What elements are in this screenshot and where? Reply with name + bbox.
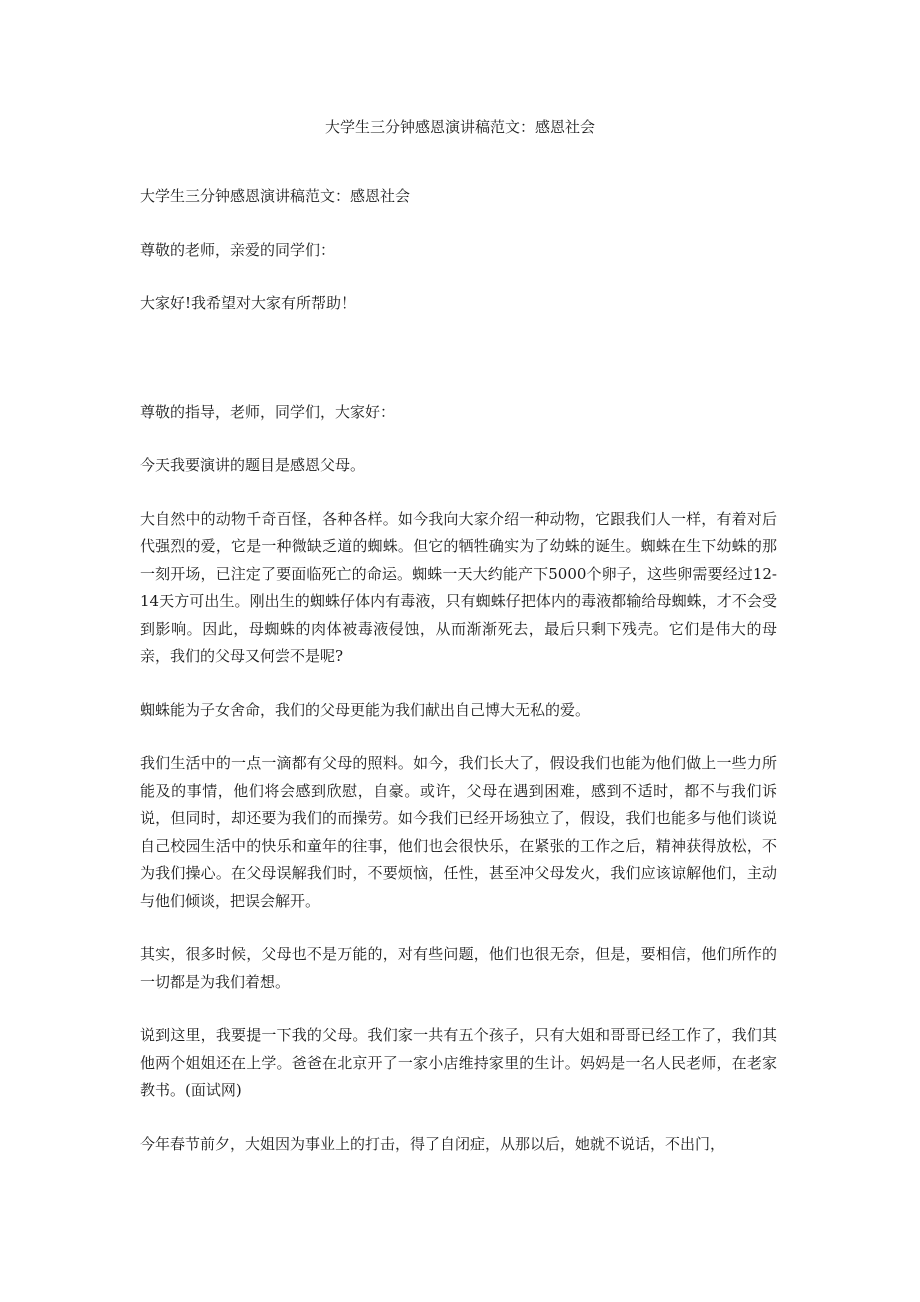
paragraph-greeting: 大家好!我希望对大家有所帮助！ [140, 294, 357, 312]
paragraph-topic: 今天我要演讲的题目是感恩父母。 [140, 456, 366, 474]
paragraph-parents-love: 蜘蛛能为子女舍命，我们的父母更能为我们献出自己博大无私的爱。 [140, 700, 591, 719]
document-title: 大学生三分钟感恩演讲稿范文：感恩社会 [324, 118, 595, 136]
paragraph-salutation: 尊敬的老师，亲爱的同学们： [140, 240, 336, 259]
paragraph-daily-care: 我们生活中的一点一滴都有父母的照料。如今，我们长大了，假设我们也能为他们做上一些力所能及的事情，他们将会感到欣慰，自豪。或许，父母在遇到困难，感到不适时，都不与我们诉说，但同时，却还要为我们的而操劳。如今我们已经开场独立了，假设，我们也能多与他们谈说自己校园生活中的快乐和童年的往事，他们也会很快乐，在紧张的工作之后，精神获得放松，不为我们操心。在父母误解我们时，不要烦恼，任性，甚至冲父母发火，我们应该谅解他们，主动与他们倾谈，把误会解开。 [140, 754, 777, 910]
paragraph-subtitle: 大学生三分钟感恩演讲稿范文：感恩社会 [140, 187, 411, 205]
paragraph-my-family: 说到这里，我要提一下我的父母。我们家一共有五个孩子，只有大姐和哥哥已经工作了，我们其他两个姐姐还在上学。爸爸在北京开了一家小店维持家里的生计。妈妈是一名人民老师，在老家教书。(面试网) [140, 1026, 777, 1099]
paragraph-speech-salutation: 尊敬的指导，老师，同学们，大家好： [140, 402, 396, 421]
document-body [140, 183, 777, 1184]
paragraph-parents-not-almighty: 其实，很多时候，父母也不是万能的，对有些问题，他们也很无奈，但是，要相信，他们所作的一切都是为我们着想。 [140, 945, 777, 991]
paragraph-spider-story: 大自然中的动物千奇百怪，各种各样。如今我向大家介绍一种动物，它跟我们人一样，有着对后代强烈的爱，它是一种微缺乏道的蜘蛛。但它的牺牲确实为了幼蛛的诞生。蜘蛛在生下幼蛛的那一刻开场，已注定了要面临死亡的命运。蜘蛛一天大约能产下5000个卵子，这些卵需要经过12-14天方可出生。刚出生的蜘蛛仔体内有毒液，只有蜘蛛仔把体内的毒液都输给母蜘蛛，才不会受到影响。因此，母蜘蛛的肉体被毒液侵蚀，从而渐渐死去，最后只剩下残壳。它们是伟大的母亲，我们的父母又何尝不是呢? [140, 509, 777, 665]
paragraph-spring-festival: 今年春节前夕，大姐因为事业上的打击，得了自闭症，从那以后，她就不说话，不出门， [140, 1134, 726, 1153]
